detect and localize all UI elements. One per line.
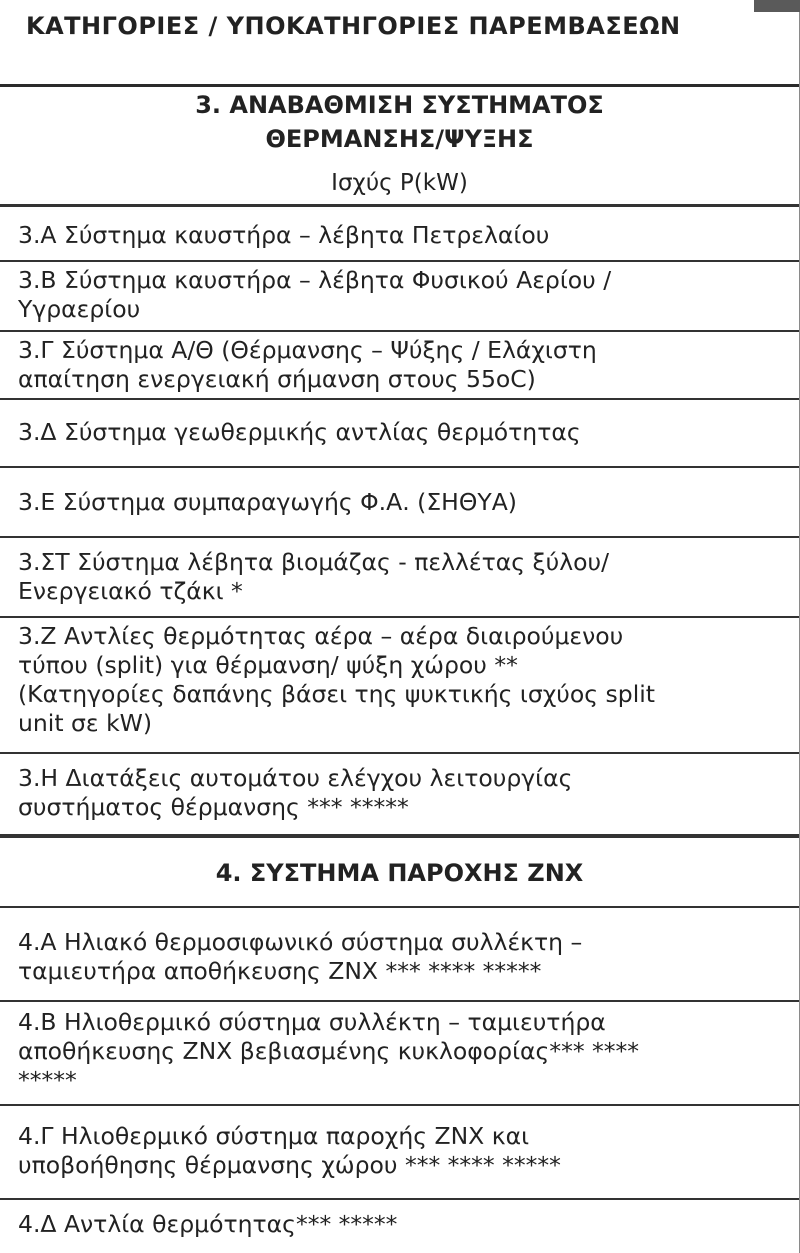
section3-title-line1: 3. ΑΝΑΒΑΘΜΙΣΗ ΣΥΣΤΗΜΑΤΟΣ xyxy=(195,91,604,119)
table-row-3h xyxy=(0,754,799,834)
table-row-4b xyxy=(0,1002,799,1104)
row-text-line: Ενεργειακό τζάκι * xyxy=(18,577,243,605)
table-row-3c xyxy=(0,332,799,398)
table-row-4c xyxy=(0,1106,799,1198)
row-text-line: αποθήκευσης ΖΝΧ βεβιασμένης κυκλοφορίας*** **** xyxy=(18,1037,640,1065)
row-text-line: 4.Γ Ηλιοθερμικό σύστημα παροχής ΖΝΧ και xyxy=(18,1122,530,1150)
row-text-line: 3.Ζ Αντλίες θερμότητας αέρα – αέρα διαιρούμενου xyxy=(18,622,624,650)
row-text-line: απαίτηση ενεργειακή σήμανση στους 55oC) xyxy=(18,365,536,393)
row-text-line: 3.ΣΤ Σύστημα λέβητα βιομάζας - πελλέτας ξύλου/ xyxy=(18,548,610,576)
row-text-line: 3.Δ Σύστημα γεωθερμικής αντλίας θερμότητας xyxy=(18,418,581,446)
table-row-4d xyxy=(0,1200,799,1253)
row-text-line: (Κατηγορίες δαπάνης βάσει της ψυκτικής ισχύος split xyxy=(18,680,655,708)
table-row-3b xyxy=(0,262,799,330)
row-text-line: Υγραερίου xyxy=(18,295,141,323)
section4-title: 4. ΣΥΣΤΗΜΑ ΠΑΡΟΧΗΣ ΖΝΧ xyxy=(215,859,584,887)
row-text-line: τύπου (split) για θέρμανση/ ψύξη χώρου ** xyxy=(18,651,518,679)
divider xyxy=(0,834,799,838)
table-header-title: ΚΑΤΗΓΟΡΙΕΣ / ΥΠΟΚΑΤΗΓΟΡΙΕΣ ΠΑΡΕΜΒΑΣΕΩΝ xyxy=(26,12,681,40)
row-text-line: ***** xyxy=(18,1066,77,1094)
row-text-line: 4.Δ Αντλία θερμότητας*** ***** xyxy=(18,1210,398,1238)
row-text-line: 3.Η Διατάξεις αυτομάτου ελέγχου λειτουργίας xyxy=(18,764,573,792)
row-text-line: 3.Ε Σύστημα συμπαραγωγής Φ.Α. (ΣΗΘΥΑ) xyxy=(18,488,517,516)
table-header xyxy=(0,0,799,87)
row-text-line: 3.Γ Σύστημα Α/Θ (Θέρμανσης – Ψύξης / Ελάχιστη xyxy=(18,336,597,364)
row-text-line: 4.Α Ηλιακό θερμοσιφωνικό σύστημα συλλέκτη – xyxy=(18,928,583,956)
row-text-line: υποβοήθησης θέρμανσης χώρου *** **** ***** xyxy=(18,1151,561,1179)
table-row-3d xyxy=(0,400,799,466)
row-text-line: ταμιευτήρα αποθήκευσης ΖΝΧ *** **** ***** xyxy=(18,957,542,985)
row-text-line: 3.Β Σύστημα καυστήρα – λέβητα Φυσικού Αερίου / xyxy=(18,266,612,294)
section3-title-line2: ΘΕΡΜΑΝΣΗΣ/ΨΥΞΗΣ xyxy=(265,125,534,153)
table-row-4a xyxy=(0,908,799,1000)
row-text-line: unit σε kW) xyxy=(18,709,153,737)
table-row-3z xyxy=(0,618,799,752)
table-row-3st xyxy=(0,538,799,616)
table-row-3e xyxy=(0,468,799,536)
section3-subtitle: Ισχύς P(kW) xyxy=(331,170,468,196)
row-text-line: 4.Β Ηλιοθερμικό σύστημα συλλέκτη – ταμιευτήρα xyxy=(18,1008,606,1036)
row-text-line: συστήματος θέρμανσης *** ***** xyxy=(18,793,409,821)
row-text-line: 3.Α Σύστημα καυστήρα – λέβητα Πετρελαίου xyxy=(18,221,550,249)
table-row-3a xyxy=(0,207,799,260)
